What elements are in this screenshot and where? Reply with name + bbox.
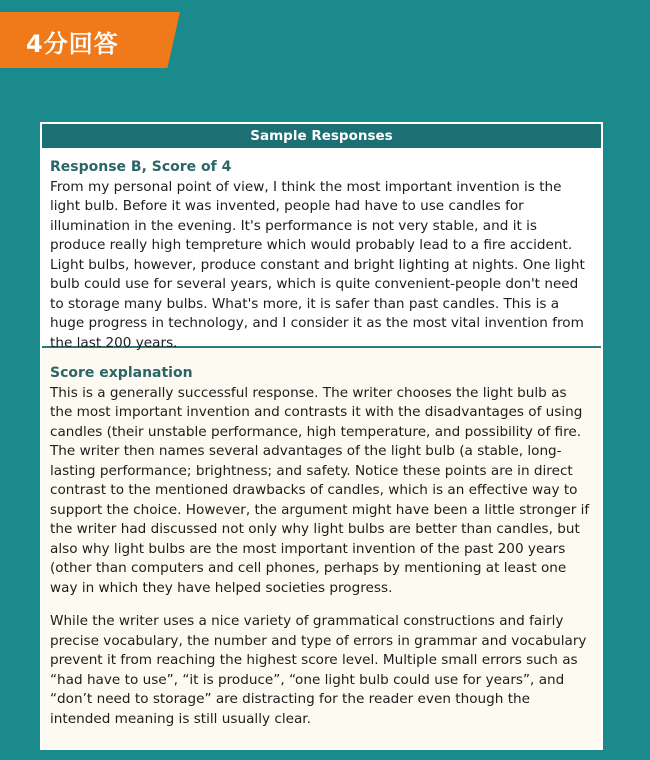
explanation-paragraph: While the writer uses a nice variety of grammatical constructions and fairly precise vocabulary, the number and type of errors in grammar and vocabulary prevent it from reaching the highest score level. Multiple small errors such as “had have to use”, “it is produce”, “one light bulb could use for years”, and “don’t need to storage” are distracting for the reader even though the intended meaning is still usually clear.	[50, 613, 587, 727]
card-header: Sample Responses	[42, 124, 601, 148]
score-banner-label: 4分回答	[26, 30, 119, 58]
response-section	[42, 148, 601, 351]
explanation-title: Score explanation	[50, 365, 193, 381]
explanation-paragraph: This is a generally successful response. The writer chooses the light bulb as the most important invention and contrasts it with the disadvantages of using candles (their unstable performance, high temperature, and possibility of fire. The writer then names several advantages of the light bulb (a stable, long-lasting performance; brightness; and safety. Notice these points are in direct contrast to the mentioned drawbacks of candles, which is an effective way to support the choice. However, the argument might have been a little stronger if the writer had discussed not only why light bulbs are better than candles, but also why light bulbs are the most important invention of the past 200 years (other than computers and cell phones, perhaps by mentioning at least one way in which they have helped societies progress.	[50, 384, 590, 596]
response-title: Response B, Score of 4	[50, 159, 232, 175]
explanation-section	[42, 348, 601, 748]
response-text: From my personal point of view, I think the most important invention is the light bulb. Before it was invented, people had have to use candles for illumination in the evening. It's performance is not very stable, and it is produce really high tempreture which would probably lead to a fire accident. Light bulbs, however, produce constant and bright lighting at nights. One light bulb could use for several years, which is quite convenient-people don't need to storage many bulbs. What's more, it is safer than past candles. This is a huge progress in technology, and I consider it as the most vital invention from the last 200 years.	[50, 178, 585, 351]
sample-responses-card	[40, 122, 603, 750]
